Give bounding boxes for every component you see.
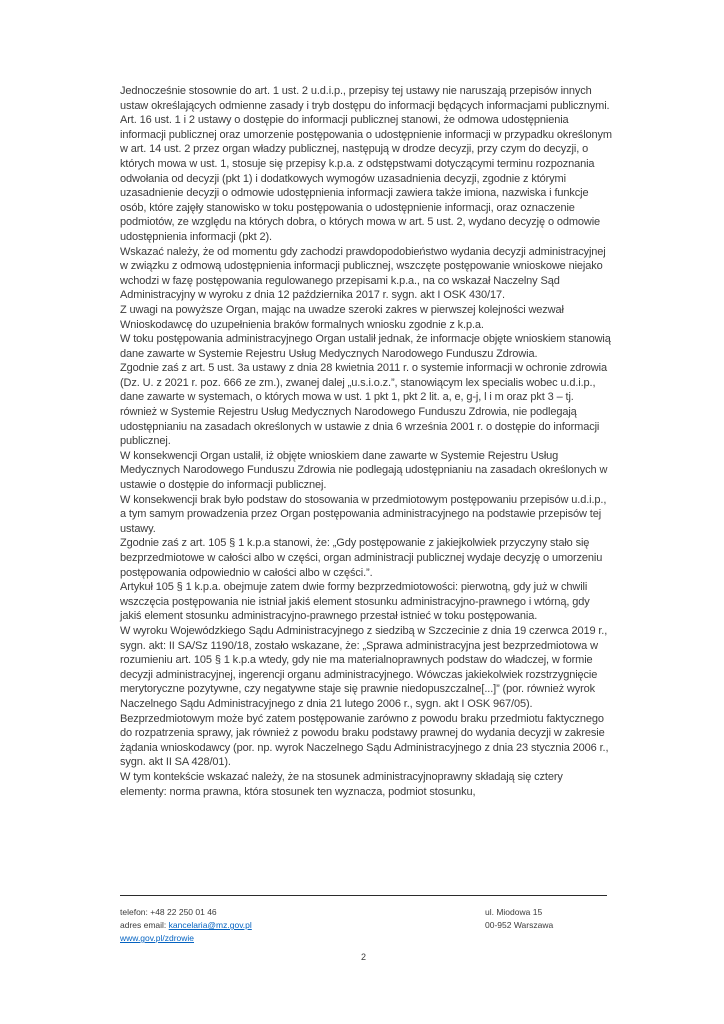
body-paragraph: Artykuł 105 § 1 k.p.a. obejmuje zatem dwie formy bezprzedmiotowości: pierwotną, gdy już w chwili wszczęcia postępowania nie istniał jakiś element stosunku administracyjno-prawnego i wtórną, gdy jakiś element stosunku administracyjno-prawnego przestał istnieć w toku postępowania. — [120, 581, 590, 623]
footer-divider — [120, 895, 607, 896]
footer-phone: telefon: +48 22 250 01 46 — [120, 907, 217, 917]
body-paragraph: Art. 16 ust. 1 i 2 ustawy o dostępie do informacji publicznej stanowi, że odmowa udostępnienia informacji publicznej oraz umorzenie postępowania o udostępnienie informacji w przypadku określonym w art. 14 ust. 2 przez organ władzy publicznej, następują w drodze decyzji, przy czym do decyzji, o których mowa w ust. 1, stosuje się przepisy k.p.a. z odstępstwami dotyczącymi terminu rozpoznania odwołania od decyzji (pkt 1) i dodatkowych wymogów uzasadnienia decyzji, zgodnie z którymi uzasadnienie decyzji o odmowie udostępnienia informacji zawiera także imiona, nazwiska i funkcje osób, które zajęły stanowisko w toku postępowania o udostępnienie informacji, oraz oznaczenie podmiotów, ze względu na których dobra, o których mowa w art. 5 ust. 2, wydano decyzję o odmowie udostępnienia informacji (pkt 2). — [120, 114, 612, 243]
body-paragraph: W konsekwencji brak było podstaw do stosowania w przedmiotowym postępowaniu przepisów u.d.i.p., a tym samym prowadzenia przez Organ postępowania administracyjnego na podstawie przepisów tej ustawy. — [120, 493, 607, 535]
footer-email-link[interactable]: kancelaria@mz.gov.pl — [168, 920, 252, 930]
body-paragraph: W tym kontekście wskazać należy, że na stosunek administracyjnoprawny składają się cztery elementy: norma prawna, która stosunek ten wyznacza, podmiot stosunku, — [120, 770, 563, 798]
footer-address-block — [485, 906, 553, 932]
footer-email-line — [120, 919, 252, 932]
body-paragraph: Zgodnie zaś z art. 5 ust. 3a ustawy z dnia 28 kwietnia 2011 r. o systemie informacji w ochronie zdrowia (Dz. U. z 2021 r. poz. 666 ze zm.), zwanej dalej „u.s.i.o.z.”, stanowiącym lex specialis wobec u.d.i.p., dane zawarte w systemach, o których mowa w ust. 1 pkt 1, pkt 2 lit. a, e, g-j, l i m oraz pkt 3 – tj. również w Systemie Rejestru Usług Medycznych Narodowego Funduszu Zdrowia, nie podlegają udostępnianiu na zasadach określonych w ustawie z dnia 6 września 2001 r. o dostępie do informacji publicznej. — [120, 362, 607, 448]
body-paragraph: W toku postępowania administracyjnego Organ ustalił jednak, że informacje objęte wnioskiem stanowią dane zawarte w Systemie Rejestru Usług Medycznych Narodowego Funduszu Zdrowia. — [120, 333, 611, 360]
footer-website-line — [120, 932, 252, 945]
body-paragraph: W wyroku Wojewódzkiego Sądu Administracyjnego z siedzibą w Szczecinie z dnia 19 czerwca 2019 r., sygn. akt: II SA/Sz 1190/18, zostało wskazane, że: „Sprawa administracyjna jest bezprzedmiotowa w rozumieniu art. 105 § 1 k.p.a wtedy, gdy nie ma materialnoprawnych podstaw do władczej, w formie decyzji administracyjnej, ingerencji organu administracyjnego. Wówczas jakiekolwiek rozstrzygnięcie merytoryczne pozytywne, czy negatywne staje się prawnie niedopuszczalne[...]” (por. również wyrok Naczelnego Sądu Administracyjnego z dnia 21 lutego 2006 r., sygn. akt I OSK 967/05). — [120, 624, 608, 710]
body-paragraph: Wskazać należy, że od momentu gdy zachodzi prawdopodobieństwo wydania decyzji administracyjnej w związku z odmową udostępnienia informacji publicznej, wszczęte postępowanie wnioskowe niejako wchodzi w fazę postępowania regulowanego przepisami k.p.a., na co wskazał Naczelny Sąd Administracyjny w wyroku z dnia 12 października 2017 r. sygn. akt I OSK 430/17. — [120, 245, 606, 302]
document-body-text — [120, 84, 612, 799]
footer-email-label: adres email: — [120, 920, 169, 930]
footer-address-street: ul. Miodowa 15 — [485, 907, 543, 917]
page-number: 2 — [360, 952, 366, 962]
footer-address-city: 00-952 Warszawa — [485, 920, 554, 930]
body-paragraph: Jednocześnie stosownie do art. 1 ust. 2 u.d.i.p., przepisy tej ustawy nie naruszają przepisów innych ustaw określających odmienne zasady i tryb dostępu do informacji będących informacjami publicznymi. — [120, 85, 610, 112]
body-paragraph: W konsekwencji Organ ustalił, iż objęte wnioskiem dane zawarte w Systemie Rejestru Usług Medycznych Narodowego Funduszu Zdrowia nie podlegają udostępnianiu na zasadach określonych w ustawie o dostępie do informacji publicznej. — [120, 449, 608, 492]
body-paragraph: Bezprzedmiotowym może być zatem postępowanie zarówno z powodu braku przedmiotu faktycznego do rozpatrzenia sprawy, jak również z powodu braku podstawy prawnej do wydania decyzji w zakresie żądania wnioskodawcy (por. np. wyrok Naczelnego Sądu Administracyjnego z dnia 23 stycznia 2006 r., sygn. akt II SA 428/01). — [120, 712, 609, 769]
body-paragraph: Z uwagi na powyższe Organ, mając na uwadze szeroki zakres w pierwszej kolejności wezwał Wnioskodawcę do uzupełnienia braków formalnych wniosku zgodnie z k.p.a. — [120, 303, 564, 331]
footer-contact-block — [120, 906, 252, 945]
body-paragraph: Zgodnie zaś z art. 105 § 1 k.p.a stanowi, że: „Gdy postępowanie z jakiejkolwiek przyczyny stało się bezprzedmiotowe w całości albo w części, organ administracji publicznej wydaje decyzję o umorzeniu postępowania odpowiednio w całości albo w części.”. — [120, 537, 603, 579]
footer-website-link[interactable]: www.gov.pl/zdrowie — [120, 933, 195, 943]
